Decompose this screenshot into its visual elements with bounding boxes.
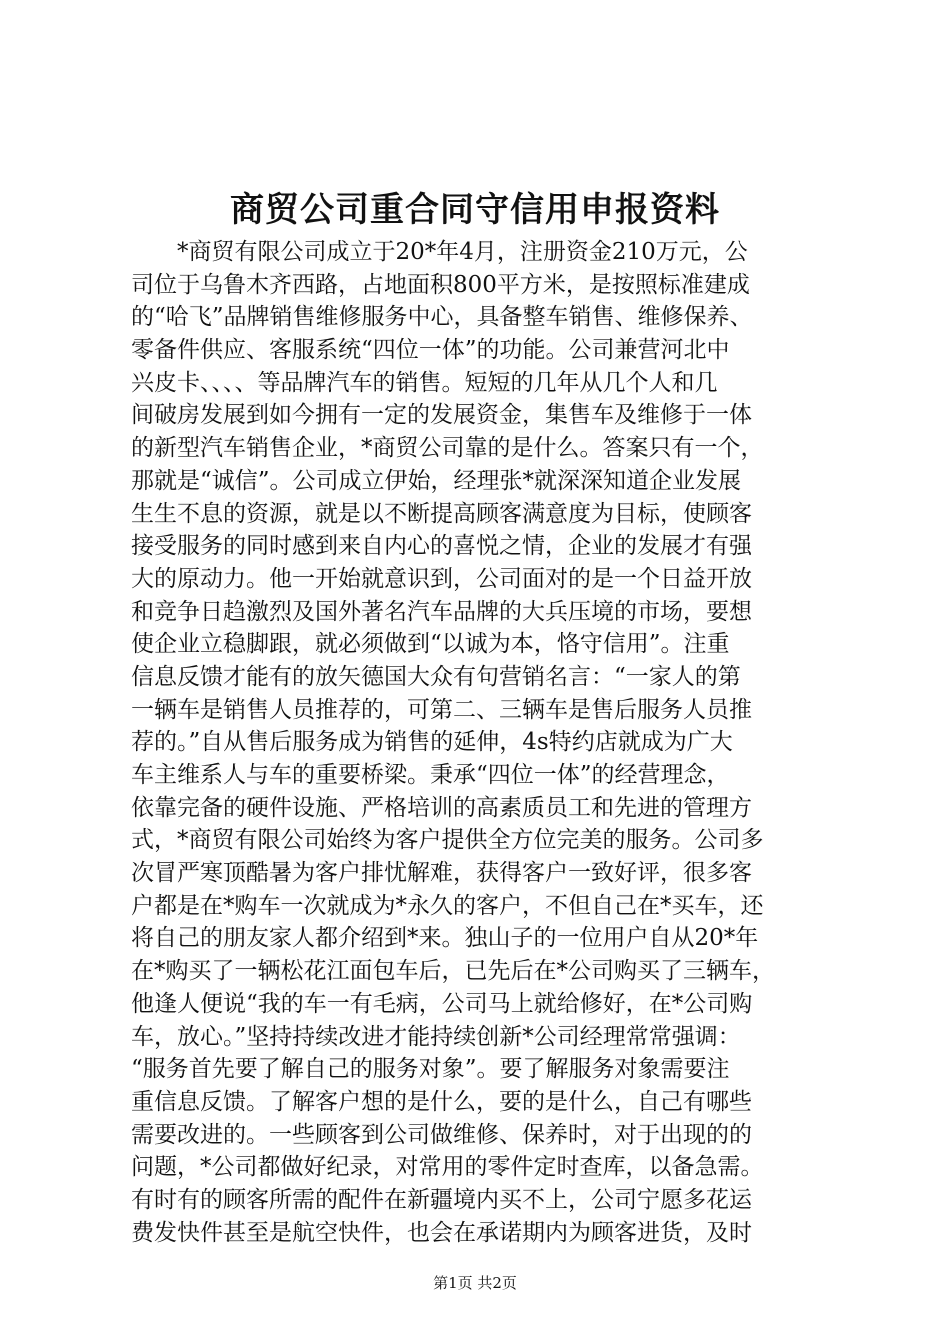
document-body [131, 236, 831, 1249]
body-line: 次冒严寒顶酷暑为客户排忧解难，获得客户一致好评，很多客 [131, 860, 752, 887]
body-line: 在*购买了一辆松花江面包车后，已先后在*公司购买了三辆车， [131, 958, 775, 985]
body-line: 接受服务的同时感到来自内心的喜悦之情，企业的发展才有强 [131, 533, 752, 560]
body-line: 一辆车是销售人员推荐的，可第二、三辆车是售后服务人员推 [131, 696, 752, 723]
body-line: 他逢人便说“我的车一有毛病，公司马上就给修好，在*公司购 [131, 990, 753, 1017]
body-line: 重信息反馈。了解客户想的是什么，要的是什么，自己有哪些 [131, 1088, 752, 1115]
body-line: 的“哈飞”品牌销售维修服务中心，具备整车销售、维修保养、 [131, 304, 753, 331]
body-line: 信息反馈才能有的放矢德国大众有句营销名言：“一家人的第 [131, 663, 741, 690]
body-line: 问题，*公司都做好纪录，对常用的零件定时查库，以备急需。 [131, 1154, 764, 1181]
body-line: 使企业立稳脚跟，就必须做到“以诚为本，恪守信用”。注重 [131, 631, 730, 658]
body-line: 生生不息的资源，就是以不断提高顾客满意度为目标，使顾客 [131, 500, 752, 527]
document-title: 商贸公司重合同守信用申报资料 [230, 190, 720, 230]
body-line: 零备件供应、客服系统“四位一体”的功能。公司兼营河北中 [131, 337, 730, 364]
body-line: *商贸有限公司成立于20*年4月，注册资金210万元，公 [177, 239, 748, 265]
body-line: 荐的。”自从售后服务成为销售的延伸，4s特约店就成为广大 [131, 729, 733, 756]
body-line: 司位于乌鲁木齐西路，占地面积800平方米，是按照标准建成 [131, 271, 750, 298]
body-line: 兴皮卡、、、、等品牌汽车的销售。短短的几年从几个人和几 [131, 369, 718, 396]
body-line: 间破房发展到如今拥有一定的发展资金，集售车及维修于一体 [131, 402, 752, 429]
body-line: 那就是“诚信”。公司成立伊始，经理张*就深深知道企业发展 [131, 467, 742, 494]
body-line: 将自己的朋友家人都介绍到*来。独山子的一位用户自从20*年 [131, 925, 759, 952]
body-line: “服务首先要了解自己的服务对象”。要了解服务对象需要注 [131, 1056, 730, 1083]
body-line: 的新型汽车销售企业，*商贸公司靠的是什么。答案只有一个， [131, 435, 764, 462]
body-line: 车，放心。”坚持持续改进才能持续创新*公司经理常常强调： [131, 1023, 741, 1050]
body-line: 大的原动力。他一开始就意识到，公司面对的是一个日益开放 [131, 565, 752, 592]
page-number-footer: 第1页 共2页 [433, 1274, 517, 1292]
body-line: 费发快件甚至是航空快件，也会在承诺期内为顾客进货，及时 [131, 1219, 752, 1246]
body-line: 式，*商贸有限公司始终为客户提供全方位完美的服务。公司多 [131, 827, 764, 854]
body-line: 有时有的顾客所需的配件在新疆境内买不上，公司宁愿多花运 [131, 1186, 752, 1213]
body-line: 需要改进的。一些顾客到公司做维修、保养时，对于出现的的 [131, 1121, 752, 1148]
body-line: 依靠完备的硬件设施、严格培训的高素质员工和先进的管理方 [131, 794, 752, 821]
body-line: 和竞争日趋激烈及国外著名汽车品牌的大兵压境的市场，要想 [131, 598, 752, 625]
body-line: 车主维系人与车的重要桥梁。秉承“四位一体”的经营理念， [131, 762, 730, 788]
body-line: 户都是在*购车一次就成为*永久的客户，不但自己在*买车，还 [131, 892, 764, 919]
